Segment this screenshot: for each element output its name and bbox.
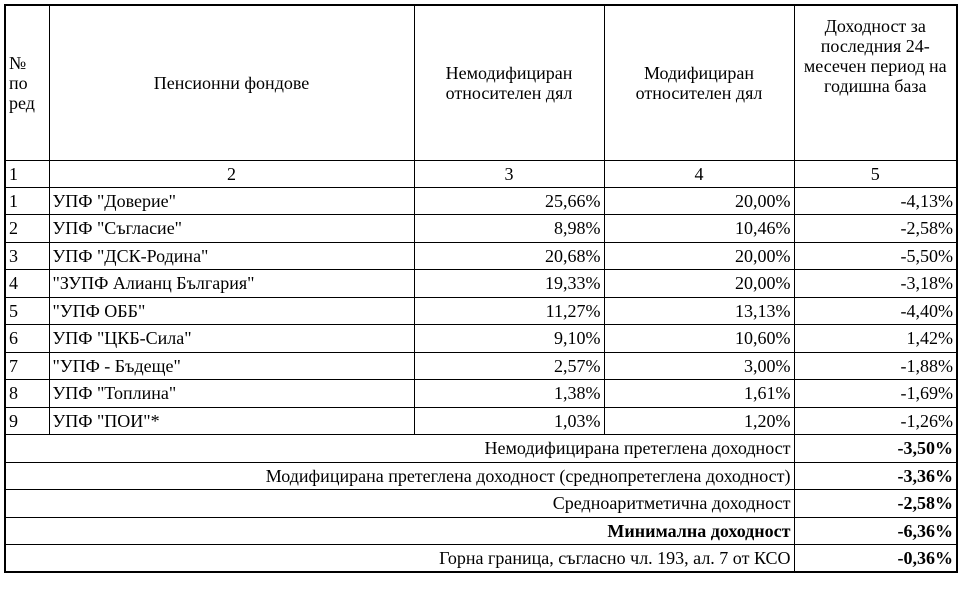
row-number: 1: [5, 187, 49, 215]
summary-label: Минимална доходност: [5, 517, 794, 545]
unmodified-share: 19,33%: [414, 270, 604, 298]
return-value: -2,58%: [794, 215, 957, 243]
unmodified-share: 2,57%: [414, 352, 604, 380]
summary-value: -3,50%: [794, 435, 957, 463]
row-number: 6: [5, 325, 49, 353]
table-row: [5, 297, 957, 325]
row-number: 8: [5, 380, 49, 408]
summary-label: Немодифицирана претеглена доходност: [5, 435, 794, 463]
modified-share: 20,00%: [604, 242, 794, 270]
summary-row-minimum-return: [5, 517, 957, 545]
modified-share: 1,61%: [604, 380, 794, 408]
header-return-24-month: Доходност за последния 24-месечен период на годишна база: [794, 5, 957, 160]
table-row: [5, 187, 957, 215]
row-number: 7: [5, 352, 49, 380]
fund-name: УПФ "Топлина": [49, 380, 414, 408]
summary-value: -3,36%: [794, 462, 957, 490]
table-row: [5, 215, 957, 243]
fund-name: УПФ "ЦКБ-Сила": [49, 325, 414, 353]
row-number: 5: [5, 297, 49, 325]
fund-name: "ЗУПФ Алианц България": [49, 270, 414, 298]
return-value: -1,88%: [794, 352, 957, 380]
fund-name: УПФ "ПОИ"*: [49, 407, 414, 435]
modified-share: 3,00%: [604, 352, 794, 380]
header-unmodified-share: Немодифициран относителен дял: [414, 5, 604, 160]
column-number-row: [5, 160, 957, 187]
fund-name: "УПФ - Бъдеще": [49, 352, 414, 380]
table-row: [5, 352, 957, 380]
row-number: 9: [5, 407, 49, 435]
summary-row-arithmetic-mean: [5, 490, 957, 518]
row-number: 4: [5, 270, 49, 298]
return-value: -1,69%: [794, 380, 957, 408]
return-value: -4,13%: [794, 187, 957, 215]
fund-name: УПФ "Съгласие": [49, 215, 414, 243]
fund-name: "УПФ ОББ": [49, 297, 414, 325]
table-row: [5, 325, 957, 353]
summary-value: -6,36%: [794, 517, 957, 545]
column-number: 3: [414, 160, 604, 187]
return-value: -5,50%: [794, 242, 957, 270]
summary-value: -0,36%: [794, 545, 957, 573]
return-value: -4,40%: [794, 297, 957, 325]
table-row: [5, 407, 957, 435]
pension-fund-returns-table: [4, 4, 958, 573]
summary-label: Горна граница, съгласно чл. 193, ал. 7 от КСО: [5, 545, 794, 573]
return-value: 1,42%: [794, 325, 957, 353]
table-row: [5, 380, 957, 408]
unmodified-share: 1,03%: [414, 407, 604, 435]
column-number: 5: [794, 160, 957, 187]
column-number: 4: [604, 160, 794, 187]
header-row-number: № по ред: [5, 5, 49, 160]
fund-name: УПФ "ДСК-Родина": [49, 242, 414, 270]
summary-label: Средноаритметична доходност: [5, 490, 794, 518]
summary-row-upper-limit: [5, 545, 957, 573]
unmodified-share: 1,38%: [414, 380, 604, 408]
return-value: -1,26%: [794, 407, 957, 435]
unmodified-share: 25,66%: [414, 187, 604, 215]
modified-share: 20,00%: [604, 270, 794, 298]
header-row: [5, 5, 957, 160]
modified-share: 13,13%: [604, 297, 794, 325]
summary-label: Модифицирана претеглена доходност (среднопретеглена доходност): [5, 462, 794, 490]
unmodified-share: 9,10%: [414, 325, 604, 353]
header-pension-funds: Пенсионни фондове: [49, 5, 414, 160]
summary-row-unmodified-weighted: [5, 435, 957, 463]
summary-value: -2,58%: [794, 490, 957, 518]
header-modified-share: Модифициран относителен дял: [604, 5, 794, 160]
table-row: [5, 270, 957, 298]
column-number: 1: [5, 160, 49, 187]
modified-share: 1,20%: [604, 407, 794, 435]
table-row: [5, 242, 957, 270]
unmodified-share: 20,68%: [414, 242, 604, 270]
unmodified-share: 8,98%: [414, 215, 604, 243]
column-number: 2: [49, 160, 414, 187]
return-value: -3,18%: [794, 270, 957, 298]
fund-name: УПФ "Доверие": [49, 187, 414, 215]
row-number: 2: [5, 215, 49, 243]
modified-share: 20,00%: [604, 187, 794, 215]
unmodified-share: 11,27%: [414, 297, 604, 325]
summary-row-modified-weighted: [5, 462, 957, 490]
modified-share: 10,46%: [604, 215, 794, 243]
row-number: 3: [5, 242, 49, 270]
modified-share: 10,60%: [604, 325, 794, 353]
